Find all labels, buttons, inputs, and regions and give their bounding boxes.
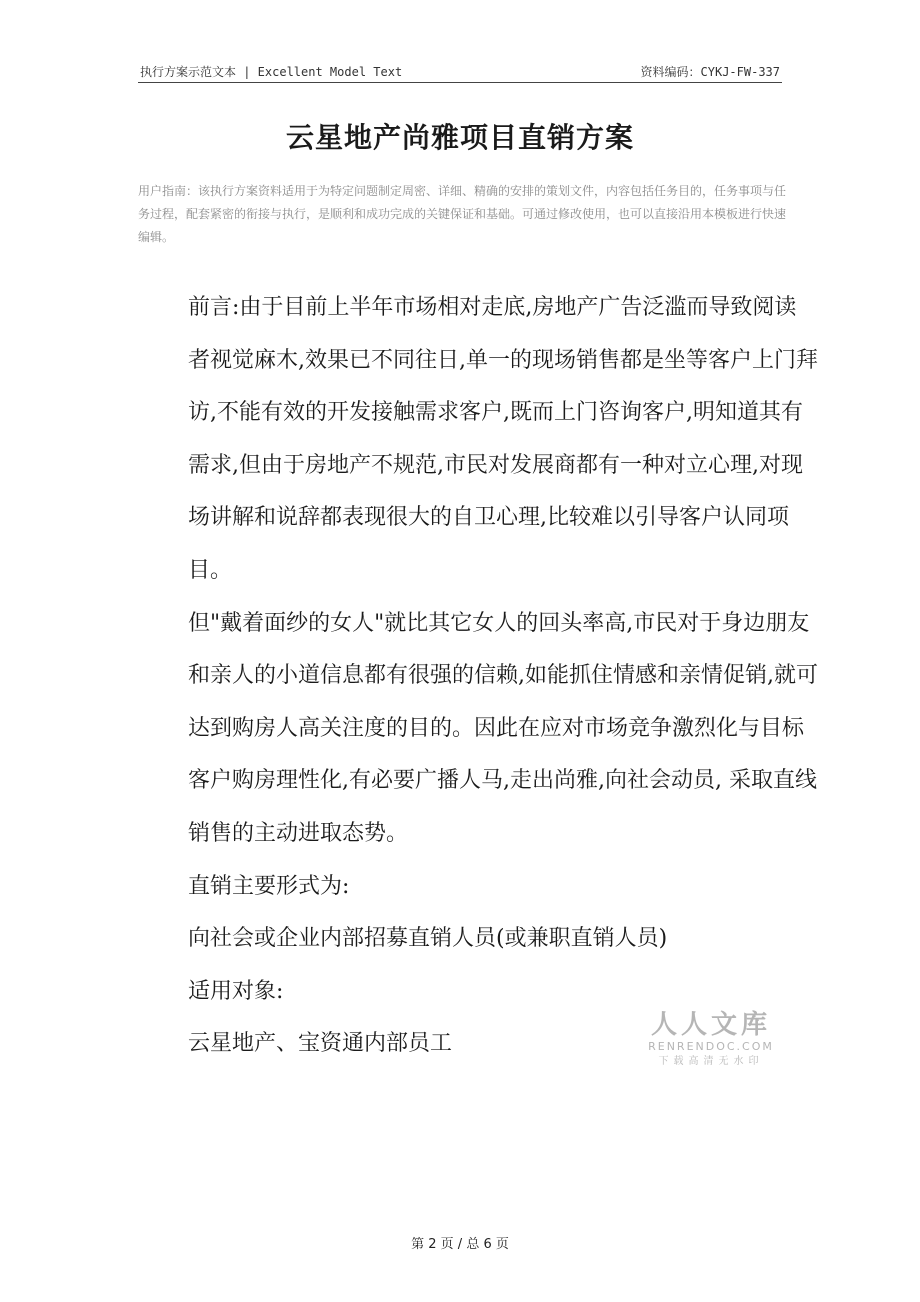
- document-title: 云星地产尚雅项目直销方案: [285, 121, 634, 154]
- watermark-logo: [646, 1010, 776, 1070]
- header-left-text: 执行方案示范文本 | Excellent Model Text: [140, 65, 403, 79]
- document-body: [138, 282, 818, 1071]
- watermark-logo-text: 人人文库: [650, 1010, 771, 1040]
- user-guide-text: 用户指南：该执行方案资料适用于为特定问题制定周密、详细、精确的安排的策划文件，内容包括任务目的，任务事项与任务过程，配套紧密的衔接与执行，是顺利和成功完成的关键保证和基础。可通过修改使用，也可以直接沿用本模板进行快速编辑。: [138, 184, 787, 244]
- paragraph-preface: 前言:由于目前上半年市场相对走底,房地产广告泛滥而导致阅读者视觉麻木,效果已不同往日,单一的现场销售都是坐等客户上门拜访,不能有效的开发接触需求客户,既而上门咨询客户,明知道其有需求,但由于房地产不规范,市民对发展商都有一种对立心理,对现场讲解和说辞都表现很大的自卫心理,比较难以引导客户认同项目。: [188, 295, 818, 583]
- watermark-site: RENRENDOC.COM: [648, 1040, 774, 1053]
- paragraph-main-forms-heading: 直销主要形式为:: [188, 873, 350, 899]
- paragraph-recruit-sales: 向社会或企业内部招募直销人员(或兼职直销人员): [188, 926, 668, 952]
- paragraph-target-heading: 适用对象:: [188, 978, 284, 1004]
- watermark-tagline: 下载高清无水印: [658, 1056, 764, 1067]
- page-header: [138, 60, 782, 83]
- paragraph-veiled-woman: 但"戴着面纱的女人"就比其它女人的回头率高,市民对于身边朋友和亲人的小道信息都有很强的信赖,如能抓住情感和亲情促销,就可达到购房人高关注度的目的。因此在应对市场竞争激烈化与目标客户购房理性化,有必要广播人马,走出尚雅,向社会动员, 采取直线销售的主动进取态势。: [188, 610, 818, 846]
- paragraph-target-staff: 云星地产、宝资通内部员工: [188, 1031, 453, 1057]
- header-document-code: 资料编码：CYKJ-FW-337: [640, 65, 780, 79]
- page-number: 第 2 页 / 总 6 页: [411, 1237, 509, 1252]
